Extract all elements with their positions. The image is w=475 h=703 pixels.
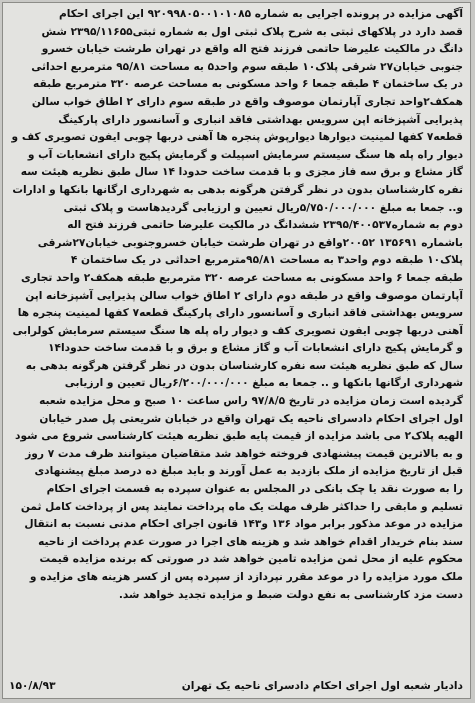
notice-line: مزایده در موعد مذکور برابر مواد ۱۳۶ و۱۴۳ قانون اجرای احکام مدنی نسبت به انتقال: [24, 518, 463, 531]
notice-line: الهیه پلاک۲ می باشد مزایده از قیمت پایه طبق نظریه هیئت کارشناسی شروع می شود: [15, 430, 463, 443]
notice-line: دست مزد کارشناسی به نفع دولت ضبط و مزایده تجدید خواهد شد.: [118, 588, 463, 601]
notice-line: پذیرایی آشپزخانه اپن سرویس بهداشتی فاقد انباری و آسانسور دارای پارکینگ: [58, 113, 463, 126]
notice-line: آگهی مزایده در پرونده اجرایی به شماره ۹۲۰۹۹۸۰۵۰۰۱۰۱۰۸۵ این اجرای احکام: [59, 8, 463, 20]
notice-line: گردیده است زمان مزایده در تاریخ ۹۷/۸/۵ راس ساعت ۱۰ صبح و محل مزایده شعبه: [39, 395, 463, 408]
notice-line: جنوبی خیابان۲۷ شرقی پلاک۱۰ طبقه سوم واحد۵ به مساحت ۹۵/۸۱ مترمربع احداثی: [31, 60, 463, 73]
notice-line: و گرمایش پکیج دارای انشعابات آب و گاز مشاع و برق و با قدمت ساخت حدودا۱۴: [48, 342, 463, 355]
notice-line: شهرداری ارگانها بانکها و .. جمعا به مبلغ ۶/۲۰۰/۰۰۰/۰۰۰ریال تعیین و ارزیابی: [64, 377, 463, 390]
notice-line: اول اجرای احکام دادسرای ناحیه یک تهران واقع در خیابان شریعتی پل صدر خیابان: [39, 412, 463, 425]
notice-line: و به بالاترین قیمت پیشنهادی فروخته خواهد شد متقاضیان میتوانند ظرف مدت ۷ روز: [25, 447, 463, 460]
notice-line: دانگ در مالکیت علیرضا حاتمی فرزند فتح اله واقع در تهران طرشت خیابان خسرو: [41, 43, 463, 56]
reference-number: ۱۵۰/۸/۹۳: [9, 680, 56, 692]
notice-line: سال که طبق نظریه هیئت سه نفره کارشناسان بدون در نظر گرفتن هرگونه بدهی به: [25, 359, 463, 372]
notice-line: طبقه جمعا ۶ واحد مسکونی به مساحت عرصه ۳۲۰ مترمربع طبقه همکف۲ واحد تجاری: [20, 271, 463, 284]
notice-line: ملک مورد مزایده را در موعد مقرر نپردازد از سپرده پس از کسر هزینه های مزایده و: [29, 571, 463, 583]
notice-line: در یک ساختمان ۴ طبقه جمعا ۶ واحد مسکونی به مساحت عرصه ۳۲۰ مترمربع طبقه: [33, 78, 463, 91]
notice-line: گاز مشاع و برق سه فاز مجزی و با قدمت ساخت حدودا ۱۴ سال طبق نظریه هیئت سه: [20, 166, 463, 179]
notice-line: باشماره ۱۳۵۶۹۱ ۲۰۰۵۲واقع در تهران طرشت خیابان خسروجنوبی خیابان۲۷شرقی: [37, 236, 463, 249]
notice-line: آپارتمان موصوف واقع در طبقه دوم دارای ۲ اطاق خواب سالن پذیرایی آشپزخانه اپن: [25, 289, 463, 302]
notice-line: سرویس بهداشتی فاقد انباری و آسانسور دارای پارکینگ قطعه۷ کفها لمینیت پنجره ها: [17, 307, 463, 320]
notice-line: دیوار راه پله ها سنگ سیستم سرمایش اسپیلت و گرمایش پکیج دارای انشعابات آب و: [27, 148, 463, 161]
notice-line: پلاک۱۰ طبقه دوم واحد۳ به مساحت ۹۵/۸۱مترمربع احداثی در یک ساختمان ۴: [70, 254, 463, 267]
notice-line: محکوم علیه از محل ثمن مزایده تامین خواهد شد در صورتی که برنده مزایده قیمت: [39, 553, 463, 566]
notice-footer: [9, 678, 463, 695]
notice-line: تسلیم و مابقی را حداکثر ظرف مهلت یک ماه پرداخت نمایند پس از پرداخت کامل ثمن: [20, 500, 463, 513]
signature-line: دادیار شعبه اول اجرای احکام دادسرای ناحیه یک تهران: [181, 680, 463, 692]
notice-line: را به صورت نقد یا چک بانکی در المجلس به عنوان سپرده به قسمت اجرای احکام: [46, 483, 463, 496]
notice-line: دوم به شماره۲۳۹۵/۴۰۰۵۳۷ ششدانگ در مالکیت علیرضا حاتمی فرزند فتح اله: [67, 219, 463, 232]
notice-line: نفره کارشناسان بدون در نظر گرفتن هرگونه بدهی به شهرداری ارگانها بانکها و ادارات: [12, 183, 463, 196]
notice-line: همکف۲واحد تجاری آپارتمان موصوف واقع در طبقه سوم دارای ۲ اطاق خواب سالن: [31, 95, 463, 108]
notice-line: قبل از تاریخ مزایده از ملک بازدید به عمل آورند و باید مبلغ ده درصد مبلغ پیشنهادی: [34, 465, 463, 478]
notice-line: قطعه۷ کفها لمینیت دیوارها دیوارپوش پنجره ها آهنی دربها چوبی ایفون تصویری کف و: [11, 131, 463, 144]
notice-line: آهنی دربها چوبی ایفون تصویری کف و دیوار راه پله ها سنگ سیستم سرمایش کولرابی: [12, 324, 463, 337]
newspaper-clipping: [2, 2, 471, 699]
notice-line: سند بنام خریدار اقدام خواهد شد و هزینه های اجرا در صورت عدم پرداخت از ناحیه: [38, 535, 463, 548]
notice-line: قصد دارد در پلاکهای ثبتی به شرح پلاک ثبتی اول به شماره ثبتی۲۳۹۵/۱۱۶۵۵ شش: [41, 25, 463, 38]
auction-notice-body: [3, 3, 470, 604]
notice-line: و.. جمعا به مبلغ ۵/۷۵۰/۰۰۰/۰۰۰ریال تعیین و ارزیابی گردیدهاست و پلاک ثبتی: [63, 201, 463, 214]
